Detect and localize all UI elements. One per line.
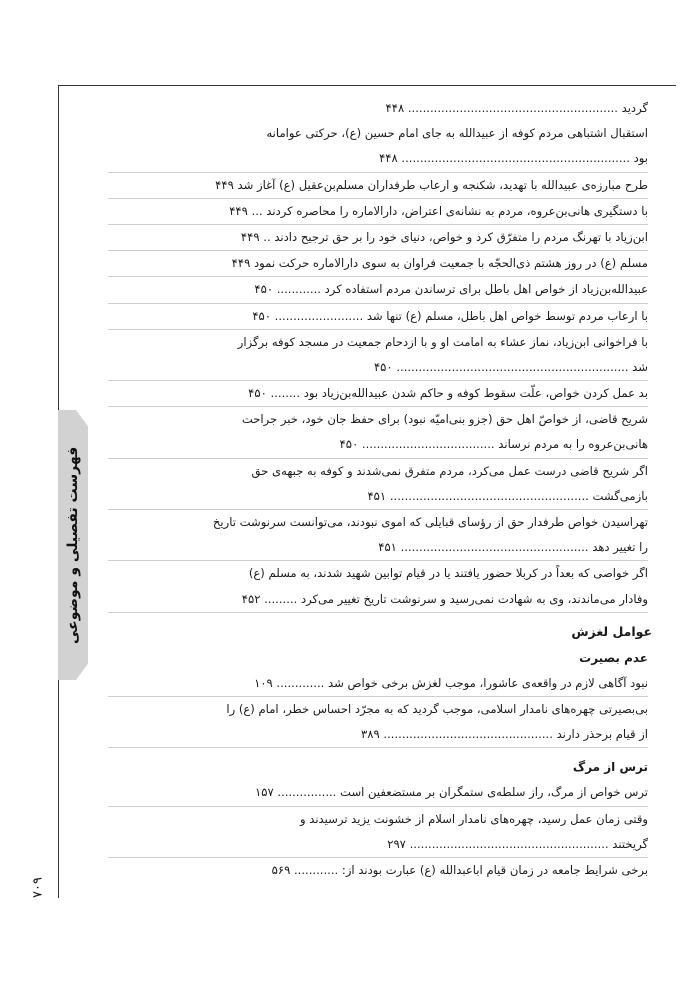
index-entry-line: عبیدالله‌بن‌زیاد از خواص اهل باطل برای ترساندن مردم استفاده کرد ............ ۴۵۰ bbox=[108, 277, 648, 303]
subsection-title: عدم بصیرت bbox=[579, 650, 648, 665]
index-entry-line: ابن‌زیاد با تهرنگ مردم را متفرّق کرد و خواص، دنیای خود را بر حق ترجیح دادند .. ۴۴۹ bbox=[108, 225, 648, 251]
index-entry-line: گردید ......................................................... ۴۴۸ bbox=[385, 101, 648, 115]
index-entry-line: بد عمل کردن خواص، علّت سقوط کوفه و حاکم شدن عبیدالله‌بن‌زیاد بود ........ ۴۵۰ bbox=[108, 381, 648, 407]
subsection-title: ترس از مرگ bbox=[572, 760, 648, 775]
index-entry-line: بی‌بصیرتی چهره‌های نامدار اسلامی، موجب گردید که به مجرّد احساس خطر، امام (ع) را bbox=[226, 701, 648, 716]
index-entry-line: ترس خواص از مرگ، راز سلطه‌ی ستمگران بر مستضعفین است ................ ۱۵۷ bbox=[108, 780, 648, 806]
index-entry-line: طرح مبارزه‌ی عبیدالله با تهدید، شکنجه و ارعاب طرفداران مسلم‌بن‌عقیل (ع) آغاز شد ۴۴۹ bbox=[108, 173, 648, 199]
index-entry-line: از قیام برحذر دارند .............................................. ۳۸۹ bbox=[108, 722, 648, 748]
index-entry-line: بود .............................................................. ۴۴۸ bbox=[108, 146, 648, 172]
index-entry-line: تهراسیدن خواص طرفدار حق از رؤسای قبایلی که اموی نبودند، می‌توانست سرنوشت تاریخ bbox=[212, 515, 648, 529]
page-number: ۷۰۹ bbox=[30, 877, 46, 899]
index-entry-line: گریختند ...................................................... ۲۹۷ bbox=[108, 832, 648, 858]
index-entry-line: اگر خواصی که بعداً در کربلا حضور یافتند یا در قیام توابین شهید شدند، به مسلم (ع) bbox=[248, 566, 648, 581]
entries-group-a bbox=[108, 96, 648, 613]
index-entry-line: با فراخوانی ابن‌زیاد، نماز عشاء به امامت او و با ازدحام جمعیت در مسجد کوفه برگزار bbox=[237, 334, 648, 349]
entries-group-b bbox=[108, 671, 648, 749]
index-entry-line: بازمی‌گشت ...................................................... ۴۵۱ bbox=[108, 484, 648, 510]
index-entry-line: مسلم (ع) در روز هشتم ذی‌الحجّه با جمعیت فراوان به سوی دارالاماره حرکت نمود ۴۴۹ bbox=[108, 251, 648, 277]
index-entry-line: نبود آگاهی لازم در واقعه‌ی عاشورا، موجب لغزش برخی خواص شد ............. ۱۰۹ bbox=[108, 671, 648, 697]
index-entry-line: را تغییر دهد ................................................... ۴۵۱ bbox=[108, 535, 648, 561]
side-tab-title: فهرست تفصیلی و موضوعی bbox=[65, 446, 81, 644]
index-entry-line: وفادار می‌ماندند، وی به شهادت نمی‌رسید و سرنوشت تاریخ تغییر می‌کرد ......... ۴۵۲ bbox=[108, 587, 648, 613]
index-entry-line: وقتی زمان عمل رسید، چهره‌های نامدار اسلام از خشونت یزید ترسیدند و bbox=[299, 811, 648, 826]
section-title: عوامل لغزش bbox=[571, 623, 652, 639]
index-entry-line: با دستگیری هانی‌بن‌عروه، مردم به نشانه‌ی اعتراض، دارالاماره را محاصره کردند ... ۴۴۹ bbox=[108, 199, 648, 225]
index-entry-line: شریح قاضی، از خواصّ اهل حق (جزو بنی‌امیّه نبود) برای حفظ جان خود، خبر جراحت bbox=[241, 412, 648, 427]
index-entry-line: شد ............................................................... ۴۵۰ bbox=[108, 355, 648, 381]
index-entry-line: برخی شرایط جامعه در زمان قیام اباعبدالله (ع) عبارت بودند از: ............ ۵۶۹ bbox=[271, 862, 648, 877]
index-content bbox=[108, 96, 652, 883]
index-entry-line: اگر شریح قاضی درست عمل می‌کرد، مردم متفرق نمی‌شدند و کوفه به جبهه‌ی حق bbox=[251, 463, 648, 478]
index-entry-line: با ارعاب مردم توسط خواص اهل باطل، مسلم (ع) تنها شد ........................ ۴۵۰ bbox=[108, 304, 648, 330]
entries-group-c bbox=[108, 780, 648, 883]
index-entry-line: استقبال اشتباهی مردم کوفه از عبیدالله به جای امام حسین (ع)، حرکتی عوامانه bbox=[266, 126, 648, 141]
index-entry-line: هانی‌بن‌عروه را به مردم نرساند .................................... ۴۵۰ bbox=[108, 432, 648, 458]
top-border bbox=[58, 85, 676, 86]
